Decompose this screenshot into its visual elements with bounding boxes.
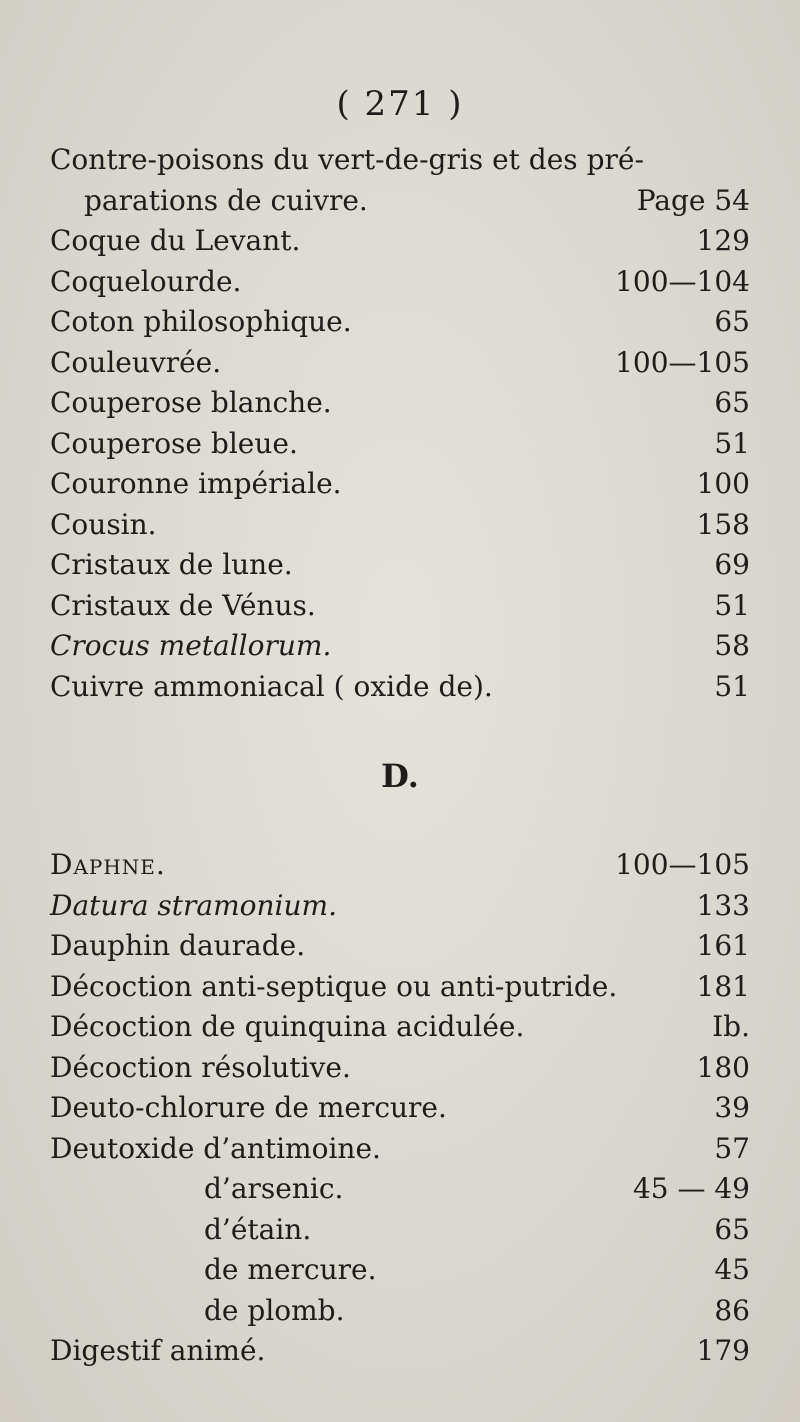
index-term: d’arsenic. [204,1172,344,1205]
index-term: Daphne. [50,848,166,881]
page-reference: 58 [714,629,750,662]
index-term: Coquelourde. [50,264,242,298]
index-term: Contre-poisons du vert-de-gris et des pré- [50,143,644,176]
page-reference: 180 [696,1050,750,1084]
page-reference: 65 [714,1212,750,1246]
page-reference: 51 [714,426,750,460]
page-reference: 129 [696,224,750,257]
index-entry [50,1129,750,1170]
index-entry [50,967,750,1008]
index-term: Couperose blanche. [50,386,332,419]
index-entry [50,1291,750,1332]
index-entry [50,1048,750,1089]
index-term: Couronne impériale. [50,467,342,500]
index-term: Coque du Levant. [50,224,301,257]
index-entry [50,181,750,222]
index-entry [50,343,750,384]
index-entry [50,926,750,967]
index-entries [50,140,750,1372]
index-entry [50,845,750,886]
index-entry [50,1088,750,1129]
page-reference: 100—104 [615,264,750,298]
index-block-c [50,140,750,707]
page-reference: 51 [714,669,750,703]
page-reference: 45 [714,1253,750,1286]
index-entry [50,464,750,505]
index-term: Décoction résolutive. [50,1050,351,1084]
page-reference: 51 [714,588,750,622]
section-letter: D. [381,757,419,795]
index-block-d [50,845,750,1372]
index-entry [50,262,750,303]
index-entry [50,667,750,708]
page-reference: Page 54 [636,183,750,217]
page-reference: 39 [714,1091,750,1124]
index-term: Cristaux de Vénus. [50,588,316,622]
page-reference: 179 [696,1334,750,1367]
page-reference: 86 [714,1293,750,1327]
index-term: Digestif animé. [50,1334,266,1367]
index-entry [50,1210,750,1251]
page-reference: 69 [714,548,750,581]
page-reference: 65 [714,305,750,338]
index-term: Deuto-chlorure de mercure. [50,1091,447,1124]
index-term: Cuivre ammoniacal ( oxide de). [50,669,493,703]
index-entry [50,1169,750,1210]
index-entry [50,1250,750,1291]
index-term: de plomb. [204,1293,345,1327]
index-term: Couleuvrée. [50,345,222,379]
index-term: Décoction anti-septique ou anti-putride. [50,969,618,1003]
page-reference: 65 [714,386,750,419]
index-entry [50,505,750,546]
index-entry [50,302,750,343]
page-reference: Ib. [712,1010,750,1043]
index-entry [50,1331,750,1372]
index-entry [50,1007,750,1048]
index-term: de mercure. [204,1253,377,1286]
index-term: Deutoxide d’antimoine. [50,1131,381,1165]
page-reference: 161 [696,929,750,962]
page-reference: 181 [696,969,750,1003]
page-number: ( 271 ) [336,84,464,124]
index-term: Cousin. [50,507,157,541]
index-term: Dauphin daurade. [50,929,306,962]
page-reference: 57 [714,1131,750,1165]
page-reference: 158 [696,507,750,541]
index-term: parations de cuivre. [84,183,368,217]
index-entry [50,545,750,586]
page-reference: 45 — 49 [632,1172,750,1205]
index-entry [50,424,750,465]
index-entry [50,886,750,927]
index-term: Datura stramonium. [50,888,337,922]
page-reference: 100—105 [615,345,750,379]
index-entry [50,221,750,262]
index-term: d’étain. [204,1212,312,1246]
page-reference: 133 [696,888,750,922]
index-entry [50,626,750,667]
index-term: Décoction de quinquina acidulée. [50,1010,525,1043]
index-entry [50,140,750,181]
index-term: Cristaux de lune. [50,548,293,581]
index-term: Crocus metallorum. [50,629,332,662]
page-reference: 100 [696,467,750,500]
page-reference: 100—105 [615,848,750,881]
index-term: Coton philosophique. [50,305,352,338]
index-entry [50,383,750,424]
index-term: Couperose bleue. [50,426,298,460]
index-entry [50,586,750,627]
